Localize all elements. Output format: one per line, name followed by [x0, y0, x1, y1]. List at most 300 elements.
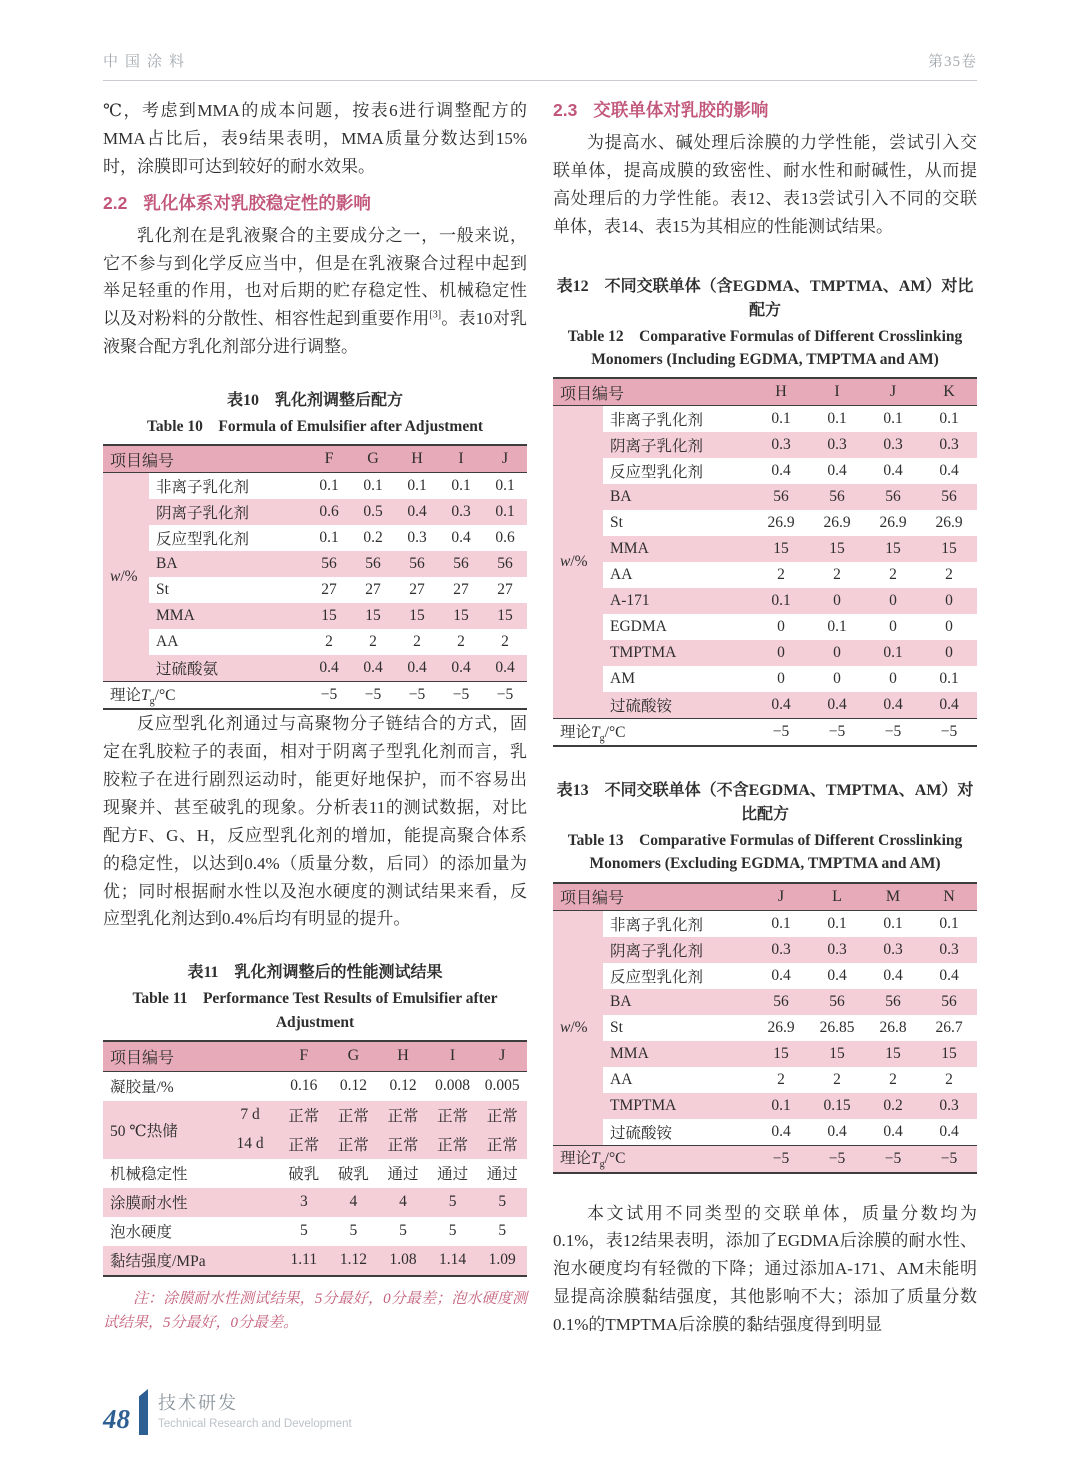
value-cell: −5: [865, 1145, 921, 1173]
value-cell: 0.4: [939, 966, 959, 984]
row-label: 理论$T_g/^\circ C$: [103, 682, 307, 710]
paragraph-crosslinker-intro: 为提高水、碱处理后涂膜的力学性能，尝试引入交联单体，提高成膜的致密性、耐水性和耐碱性，从而提高处理后的力学性能。表12、表13尝试引入不同的交联单体，表14、表15为其相应的性能测试结果。: [553, 133, 977, 236]
value-cell: 56: [351, 551, 395, 577]
value-cell: 0.4: [351, 655, 395, 682]
value-cell: 2: [833, 566, 841, 583]
table-row: [553, 692, 977, 719]
value-cell: 正常: [378, 1101, 428, 1130]
group-label-cell: w/%: [103, 473, 149, 682]
value-cell: 0.4: [451, 529, 471, 547]
table-11-host: [103, 1040, 527, 1277]
value-cell: 0: [865, 588, 921, 614]
value-cell: 56: [865, 989, 921, 1015]
table-12-caption-en: Table 12 Comparative Formulas of Different Crosslinking Monomers (Including EGDMA, TMPTMA and AM): [567, 327, 963, 368]
journal-name: 中国涂料: [103, 54, 192, 70]
value-cell: 0.3: [865, 432, 921, 458]
value-cell: 0: [777, 670, 785, 687]
paragraph-reactive-emulsifier: 反应型乳化剂通过与高聚物分子链结合的方式，固定在乳胶粒子的表面，相对于阴离子型乳化剂而言，乳胶粒子在进行剧烈运动时，能更好地保护，而不容易出现聚并、甚至破乳的现象。分析表11的测试数据，对比配方F、G、H，反应型乳化剂的增加，能提高聚合体系的稳定性，以达到0.4%（质量分数，后同）的添加量为优；同时根据耐水性以及泡水硬度的测试结果来看，反应型乳化剂达到0.4%后均有明显的提升。: [103, 714, 527, 929]
table-row: [103, 603, 527, 629]
value-cell: 通过: [486, 1166, 518, 1184]
value-cell: 15: [395, 603, 439, 629]
value-cell: 26.9: [767, 514, 795, 531]
value-cell: 0.3: [921, 1093, 977, 1119]
value-cell: 0.4: [939, 1122, 959, 1140]
value-cell: 0.4: [771, 462, 791, 479]
row-label: St: [156, 581, 169, 599]
value-cell: 0.1: [753, 1093, 809, 1119]
value-cell: 26.7: [935, 1018, 963, 1036]
row-label: BA: [603, 989, 753, 1015]
table-row: [553, 562, 977, 588]
table-13: [553, 779, 977, 1174]
footer-section: [158, 1389, 352, 1430]
footer-bar-decoration: [139, 1389, 148, 1435]
value-cell: 0.1: [865, 640, 921, 666]
value-cell: 0.2: [865, 1093, 921, 1119]
row-label: 理论$T_g/^\circ C$: [553, 1145, 753, 1173]
table-row: [103, 473, 527, 500]
column-header: I: [428, 1041, 478, 1072]
volume-label: 第35卷: [927, 54, 977, 70]
row-label: 非离子乳化剂: [610, 916, 704, 934]
value-cell: 5: [349, 1222, 358, 1240]
value-cell: 0.1: [827, 618, 847, 635]
value-cell: 0.4: [827, 462, 847, 479]
footer-section-en: Technical Research and Development: [158, 1418, 352, 1430]
row-label: 涂膜耐水性: [103, 1188, 279, 1217]
column-header: M: [865, 883, 921, 911]
value-cell: 2: [777, 1070, 785, 1088]
value-cell: 0.1: [939, 914, 959, 932]
right-column: [553, 97, 977, 1339]
value-cell: 5: [498, 1222, 507, 1240]
table-row: [103, 1188, 527, 1217]
section-heading-2-3: [553, 97, 977, 122]
t12-grid: [553, 377, 977, 747]
value-cell: 正常: [279, 1101, 329, 1130]
table-row: [553, 1041, 977, 1067]
value-cell: 0.4: [483, 655, 527, 682]
row-label: BA: [149, 551, 307, 577]
row-label: 凝胶量/%: [110, 1079, 174, 1097]
table-row: [553, 963, 977, 989]
value-cell: 56: [809, 989, 865, 1015]
table-row: [553, 666, 977, 692]
value-cell: 56: [307, 551, 351, 577]
value-cell: 27: [321, 581, 337, 599]
value-cell: 5: [477, 1188, 527, 1217]
value-cell: 27: [497, 581, 513, 599]
value-cell: 0.4: [883, 462, 903, 479]
table-11-note: 注：涂膜耐水性测试结果，5分最好，0分最差；泡水硬度测试结果，5分最好，0分最差。: [103, 1290, 527, 1331]
column-header: J: [865, 378, 921, 406]
value-cell: 1.12: [329, 1246, 379, 1276]
value-cell: 0.5: [351, 499, 395, 525]
column-header: F: [279, 1041, 329, 1072]
table-header-row: [553, 378, 977, 406]
value-cell: 0: [945, 618, 953, 635]
section-number: 2.2: [103, 192, 128, 213]
value-cell: 破乳: [337, 1166, 369, 1184]
paragraph-emulsifier-intro: 乳化剂在是乳液聚合的主要成分之一，一般来说，它不参与到化学反应当中，但是在乳液聚合过程中起到举足轻重的作用，也对后期的贮存稳定性、机械稳定性以及对粉料的分散性、相容性起到重要作用[3]。表10对乳液聚合配方乳化剂部分进行调整。: [103, 225, 528, 357]
value-cell: 27: [365, 581, 381, 599]
value-cell: 26.9: [935, 514, 963, 531]
t10-grid: [103, 444, 527, 710]
column-header: N: [921, 883, 977, 911]
row-label: 阴离子乳化剂: [603, 432, 753, 458]
table-row: [103, 1246, 527, 1276]
table-row: [103, 629, 527, 655]
value-cell: 56: [753, 989, 809, 1015]
value-cell: −5: [809, 1145, 865, 1173]
value-cell: 0.1: [407, 477, 427, 495]
row-label: 过硫酸铵: [610, 1124, 673, 1142]
row-label: BA: [603, 484, 753, 510]
row-label: AA: [610, 566, 633, 583]
value-cell: 0.4: [771, 1122, 791, 1140]
table-row: [553, 1015, 977, 1041]
section-title: 乳化体系对乳胶稳定性的影响: [143, 192, 371, 213]
row-label: 机械稳定性: [110, 1166, 188, 1184]
value-cell: 26.9: [767, 1018, 795, 1036]
column-header: G: [329, 1041, 379, 1072]
table-row: [103, 1217, 527, 1246]
table-row: [553, 484, 977, 510]
value-cell: 2: [457, 633, 465, 651]
table-row: [553, 1067, 977, 1093]
table-row: [553, 640, 977, 666]
row-label: 阴离子乳化剂: [149, 499, 307, 525]
table-row: [553, 989, 977, 1015]
value-cell: 0: [921, 640, 977, 666]
table-11-caption-zh: 表11 乳化剂调整后的性能测试结果: [187, 964, 443, 982]
value-cell: 27: [409, 581, 425, 599]
row-label: MMA: [149, 603, 307, 629]
value-cell: 0: [833, 670, 841, 687]
table-row: [553, 614, 977, 640]
left-column: [103, 97, 527, 1339]
value-cell: 2: [833, 1070, 841, 1088]
value-cell: 15: [483, 603, 527, 629]
value-cell: 15: [439, 603, 483, 629]
value-cell: 0.3: [921, 937, 977, 963]
value-cell: 0.12: [389, 1077, 417, 1095]
table-11: [103, 961, 527, 1335]
value-cell: 0.6: [495, 529, 515, 547]
row-label: 泡水硬度: [110, 1224, 173, 1242]
value-cell: 0.1: [771, 410, 791, 427]
table-row: [553, 406, 977, 433]
value-cell: 0.1: [451, 477, 471, 495]
value-cell: 0.005: [484, 1077, 520, 1095]
value-cell: 26.9: [823, 514, 851, 531]
column-header: I: [809, 378, 865, 406]
value-cell: 2: [777, 566, 785, 583]
value-cell: −5: [921, 719, 977, 747]
value-cell: 正常: [279, 1130, 329, 1159]
value-cell: 56: [483, 551, 527, 577]
value-cell: −5: [395, 682, 439, 710]
section-heading-2-2: [103, 190, 527, 215]
value-cell: 0.4: [827, 1122, 847, 1140]
value-cell: 0.1: [483, 499, 527, 525]
value-cell: 15: [809, 536, 865, 562]
table-12-caption-zh: 表12 不同交联单体（含EGDMA、TMPTMA、AM）对比配方: [556, 277, 974, 319]
table-10-caption-en: Table 10 Formula of Emulsifier after Adjustment: [147, 418, 483, 435]
value-cell: 0.4: [809, 692, 865, 719]
value-cell: −5: [439, 682, 483, 710]
value-cell: 0.1: [827, 914, 847, 932]
value-cell: 1.14: [428, 1246, 478, 1276]
value-cell: 0.4: [883, 966, 903, 984]
value-cell: 2: [501, 633, 509, 651]
table-10-host: [103, 444, 527, 710]
row-label: 反应型乳化剂: [610, 464, 704, 481]
value-cell: 0.12: [339, 1077, 367, 1095]
value-cell: 0: [777, 618, 785, 635]
column-header: 项目编号: [553, 883, 753, 911]
value-cell: 0.4: [771, 966, 791, 984]
value-cell: 5: [448, 1222, 457, 1240]
value-cell: 0.16: [290, 1077, 318, 1095]
row-label: 过硫酸氨: [149, 655, 307, 682]
value-cell: 0.4: [395, 499, 439, 525]
value-cell: 2: [325, 633, 333, 651]
sub-row-label: 14 d: [221, 1130, 279, 1159]
sub-row-label: 7 d: [221, 1101, 279, 1130]
table-13-host: [553, 882, 977, 1174]
value-cell: 0.4: [865, 692, 921, 719]
value-cell: 0.4: [753, 692, 809, 719]
value-cell: 正常: [329, 1101, 379, 1130]
column-header: 项目编号: [553, 378, 753, 406]
value-cell: 0.1: [753, 588, 809, 614]
table-row: [553, 1093, 977, 1119]
value-cell: 15: [921, 1041, 977, 1067]
value-cell: 0.3: [753, 937, 809, 963]
row-label: 非离子乳化剂: [610, 412, 704, 429]
table-row: [553, 432, 977, 458]
footer-section-zh: 技术研发: [158, 1393, 238, 1413]
table-row: [103, 1159, 527, 1188]
value-cell: −5: [753, 719, 809, 747]
column-header: J: [477, 1041, 527, 1072]
value-cell: 5: [399, 1222, 407, 1240]
row-label: EGDMA: [610, 618, 667, 635]
table-footer-row: [553, 1145, 977, 1173]
table-10-caption-zh: 表10 乳化剂调整后配方: [226, 392, 403, 409]
table-footer-row: [103, 682, 527, 710]
value-cell: 56: [753, 484, 809, 510]
value-cell: −5: [483, 682, 527, 710]
value-cell: 通过: [387, 1166, 419, 1184]
column-header: H: [378, 1041, 428, 1072]
value-cell: 26.85: [819, 1018, 855, 1036]
value-cell: 4: [378, 1188, 428, 1217]
value-cell: 0.1: [495, 477, 515, 495]
table-row: [103, 499, 527, 525]
row-label: MMA: [603, 536, 753, 562]
value-cell: 0.3: [753, 432, 809, 458]
value-cell: 26.8: [879, 1018, 907, 1036]
value-cell: 0.3: [809, 432, 865, 458]
value-cell: 0.1: [939, 670, 959, 687]
value-cell: 破乳: [288, 1166, 320, 1184]
value-cell: 0.6: [307, 499, 351, 525]
value-cell: 0.1: [771, 914, 791, 932]
value-cell: 0: [921, 588, 977, 614]
value-cell: 0.4: [921, 692, 977, 719]
row-label: 非离子乳化剂: [156, 479, 250, 497]
table-12: [553, 275, 977, 748]
value-cell: 3: [279, 1188, 329, 1217]
value-cell: 0: [809, 588, 865, 614]
value-cell: 56: [921, 484, 977, 510]
value-cell: 27: [453, 581, 469, 599]
row-label: St: [610, 1018, 623, 1036]
table-row: [103, 1101, 527, 1130]
table-header-row: [553, 883, 977, 911]
running-header: [103, 50, 977, 81]
table-row: [103, 1071, 527, 1101]
column-header: 项目编号: [103, 1041, 279, 1072]
row-label: TMPTMA: [603, 640, 753, 666]
value-cell: 15: [921, 536, 977, 562]
row-label: 50 ℃热储: [103, 1101, 221, 1159]
value-cell: −5: [809, 719, 865, 747]
value-cell: 2: [945, 566, 953, 583]
column-header: J: [753, 883, 809, 911]
page-footer: [103, 1389, 352, 1435]
column-header: H: [395, 445, 439, 473]
value-cell: 0: [809, 640, 865, 666]
column-header: H: [753, 378, 809, 406]
value-cell: 通过: [437, 1166, 469, 1184]
row-label: 黏结强度/MPa: [103, 1246, 279, 1276]
value-cell: 0.3: [865, 937, 921, 963]
row-label: A-171: [603, 588, 753, 614]
value-cell: 56: [865, 484, 921, 510]
row-label: AA: [156, 633, 179, 651]
value-cell: 1.09: [477, 1246, 527, 1276]
value-cell: 0.2: [363, 529, 383, 547]
table-row: [553, 536, 977, 562]
value-cell: 0: [753, 640, 809, 666]
table-row: [553, 458, 977, 484]
value-cell: 0.4: [883, 1122, 903, 1140]
row-label: 理论$T_g/^\circ C$: [553, 719, 753, 747]
value-cell: 0.008: [435, 1077, 471, 1095]
table-11-caption-en: Table 11 Performance Test Results of Emulsifier after Adjustment: [132, 990, 498, 1031]
value-cell: 0: [889, 618, 897, 635]
value-cell: 2: [889, 1070, 897, 1088]
table-10: [103, 389, 527, 710]
value-cell: 0.1: [363, 477, 383, 495]
page-number: 48: [103, 1404, 130, 1435]
group-label-cell: w/%: [553, 406, 603, 719]
value-cell: 正常: [428, 1130, 478, 1159]
value-cell: 0: [889, 670, 897, 687]
value-cell: 正常: [378, 1130, 428, 1159]
t13-grid: [553, 882, 977, 1174]
value-cell: 1.08: [378, 1246, 428, 1276]
table-row: [103, 525, 527, 551]
table-header-row: [103, 445, 527, 473]
table-header-row: [103, 1041, 527, 1072]
value-cell: −5: [753, 1145, 809, 1173]
row-label: 反应型乳化剂: [610, 968, 704, 986]
value-cell: 15: [351, 603, 395, 629]
value-cell: 0.3: [809, 937, 865, 963]
value-cell: 0.4: [827, 966, 847, 984]
table-row: [103, 551, 527, 577]
value-cell: 56: [395, 551, 439, 577]
value-cell: 0.1: [939, 410, 959, 427]
table-row: [103, 577, 527, 603]
value-cell: 2: [889, 566, 897, 583]
table-13-caption-zh: 表13 不同交联单体（不含EGDMA、TMPTMA、AM）对比配方: [556, 782, 974, 823]
row-label: 过硫酸铵: [603, 692, 753, 719]
group-label-cell: w/%: [553, 910, 603, 1145]
value-cell: 正常: [428, 1101, 478, 1130]
section-number: 2.3: [553, 100, 578, 120]
value-cell: 0.1: [319, 477, 339, 495]
t11-grid: [103, 1040, 527, 1277]
table-row: [103, 655, 527, 682]
value-cell: 2: [945, 1070, 953, 1088]
value-cell: 15: [809, 1041, 865, 1067]
column-header: F: [307, 445, 351, 473]
column-header: J: [483, 445, 527, 473]
value-cell: 5: [428, 1188, 478, 1217]
value-cell: 0.1: [319, 529, 339, 547]
row-label: 反应型乳化剂: [156, 531, 250, 549]
value-cell: 0.1: [883, 914, 903, 932]
table-row: [553, 937, 977, 963]
section-title: 交联单体对乳胶的影响: [593, 100, 769, 120]
two-column-body: [103, 97, 977, 1339]
row-label: AA: [610, 1070, 633, 1088]
value-cell: 15: [753, 1041, 809, 1067]
row-label: AM: [610, 670, 635, 687]
value-cell: 正常: [329, 1130, 379, 1159]
value-cell: 0.4: [307, 655, 351, 682]
value-cell: 15: [753, 536, 809, 562]
column-header: 项目编号: [103, 445, 307, 473]
value-cell: 1.11: [279, 1246, 329, 1276]
paragraph-crosslinker-results: 本文试用不同类型的交联单体，质量分数均为0.1%，表12结果表明，添加了EGDMA后涂膜的耐水性、泡水硬度均有轻微的下降；通过添加A-171、AM未能明显提高涂膜黏结强度，其他影响不大；添加了质量分数0.1%的TMPTMA后涂膜的黏结强度得到明显: [553, 1203, 977, 1334]
table-row: [553, 910, 977, 937]
table-12-host: [553, 377, 977, 747]
paragraph-continuation: ℃，考虑到MMA的成本问题，按表6进行调整配方的MMA占比后，表9结果表明，MMA质量分数达到15%时，涂膜即可达到较好的耐水效果。: [103, 101, 527, 176]
table-13-caption-en: Table 13 Comparative Formulas of Different Crosslinking Monomers (Excluding EGDMA, TMPTMA and AM): [567, 832, 963, 873]
value-cell: 正常: [477, 1130, 527, 1159]
table-row: [553, 1119, 977, 1146]
value-cell: 0.1: [827, 410, 847, 427]
column-header: L: [809, 883, 865, 911]
value-cell: 0.1: [883, 410, 903, 427]
value-cell: 26.9: [879, 514, 907, 531]
row-label: MMA: [603, 1041, 753, 1067]
table-row: [553, 588, 977, 614]
value-cell: 56: [439, 551, 483, 577]
value-cell: 0.3: [407, 529, 427, 547]
value-cell: 15: [865, 536, 921, 562]
value-cell: 0.4: [439, 655, 483, 682]
value-cell: −5: [351, 682, 395, 710]
value-cell: −5: [865, 719, 921, 747]
row-label: St: [610, 514, 623, 531]
